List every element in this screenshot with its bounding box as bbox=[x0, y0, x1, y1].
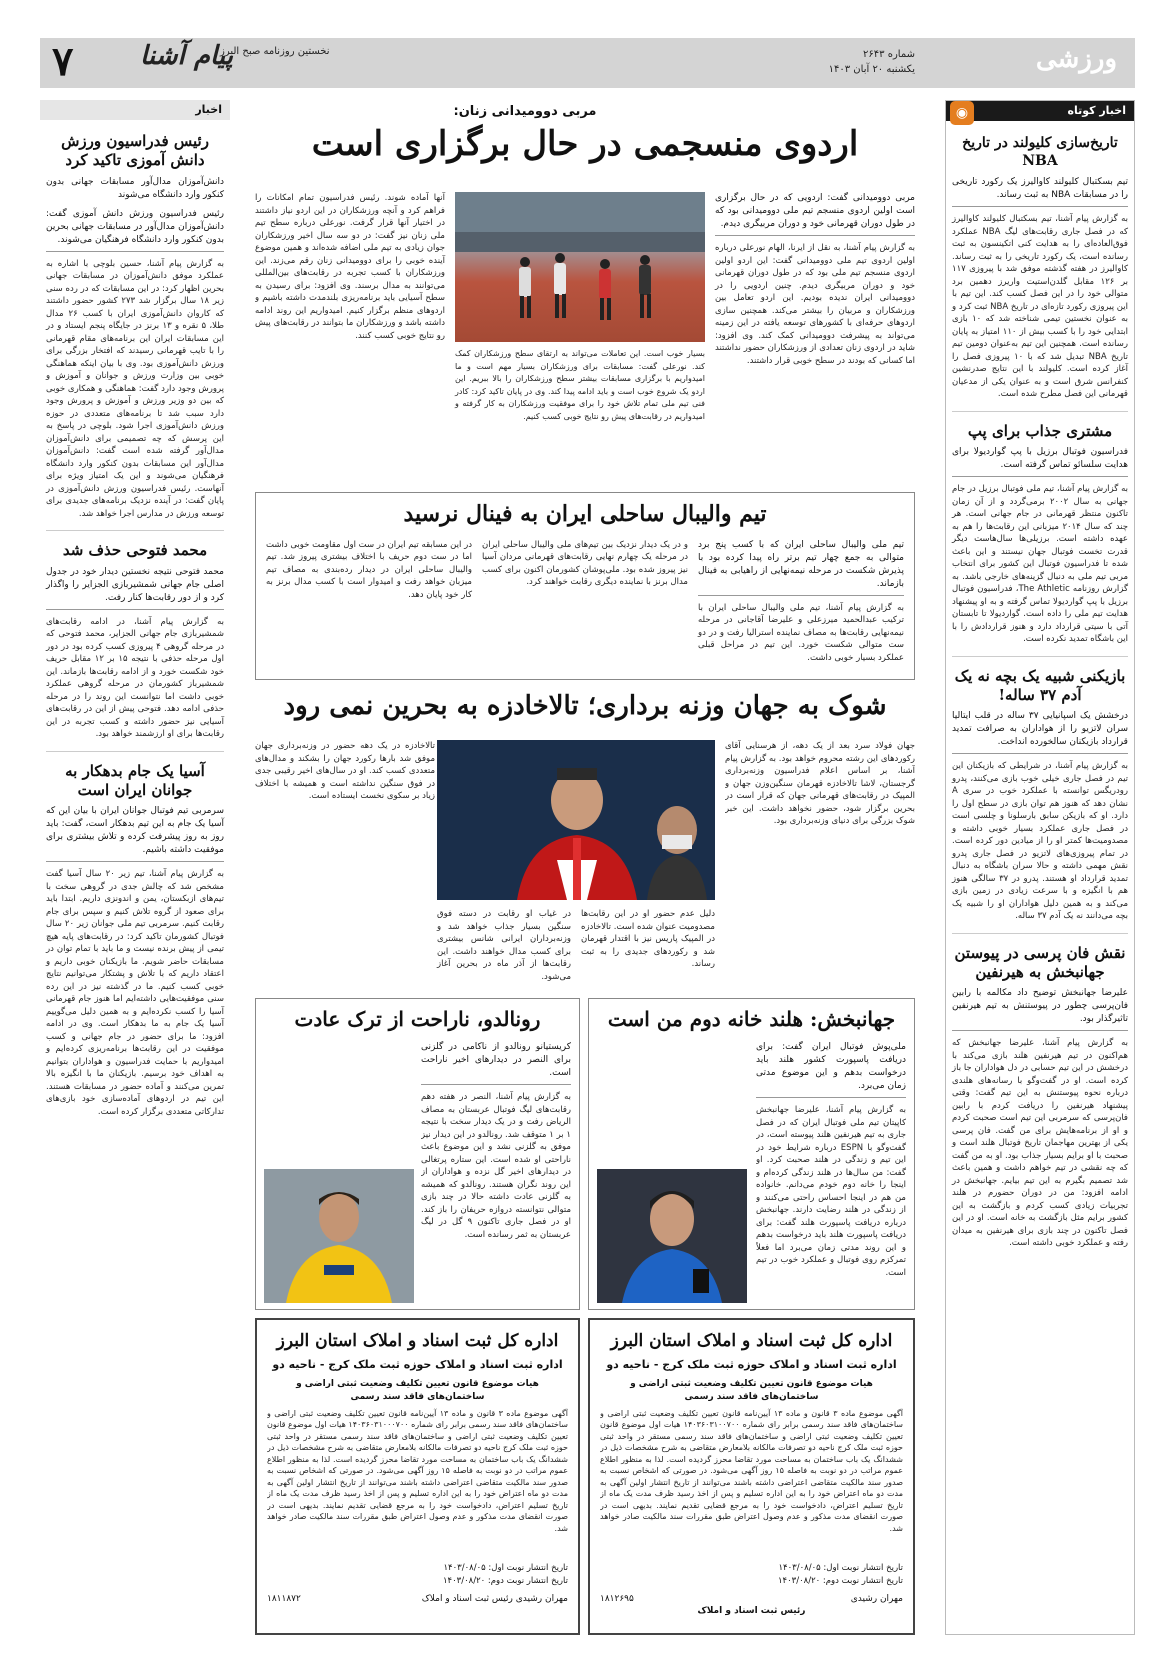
vanpersie-body: به گزارش پیام آشنا، علیرضا جهانبخش که هم‌اکنون در تیم هیرنفین هلند بازی می‌کند با درخشش در این تیم حسابی در دل هواداران جا باز کرده است. او در گفت‌وگو با رسانه‌های هلندی درباره نحوه پیوستنش به این تیم گفت: وقتی پیشنهاد هیرنفین را دریافت کردم با رابین فان‌پرسی که سرمربی این تیم است صحبت کردم و او از برنامه‌هایش برای من گفت. فان پرسی یکی از بهترین مهاجمان تاریخ فوتبال هلند است و صحبت با او برایم بسیار جذاب بود. او به من گفت که چه نقشی در تیم خواهم داشت و همین باعث شد تصمیم بگیرم به این تیم بیایم. جهانبخش در ادامه افزود: من در دوران حضورم در هلند تجربیات زیادی کسب کردم و بازگشت به این کشور برایم مثل بازگشت به خانه است. او در این فصل تاکنون در چند بازی برای هیرنفین به میدان رفته و عملکرد خوبی داشته است. bbox=[952, 1038, 1128, 1249]
youth-body: به گزارش پیام آشنا، تیم زیر ۲۰ سال آسیا گفت مشخص شد که چالش جدی در گروهی سخت با تیم‌های ازبکستان، یمن و اندونزی داریم. ابتدا باید برای صعود از گروه تلاش کنیم و سپس برای جام رقابت کنیم. سرمربی تیم ملی جوانان زیر ۲۰ سال فوتبال کشورمان تاکید کرد: در رقابت‌های پایه هیچ تیمی از پیش برنده نیست و ما باید با تمام توان در مسابقات حاضر شویم. ما بازیکنان خوبی داریم و اعتقاد داریم که با تلاش و پشتکار می‌توانیم نتایج خوبی کسب کنیم. ما در گذشته نیز در این رده سنی موفقیت‌هایی داشته‌ایم اما هنوز جام قهرمانی آسیا را کسب نکرده‌ایم و به همین دلیل می‌گوییم آسیا یک جام به ما بدهکار است. وی در ادامه افزود: ما برای حضور در جام جهانی و کسب موفقیت در این رقابت‌ها برنامه‌ریزی کرده‌ایم و امیدواریم با حمایت فدراسیون و هواداران بتوانیم به اهداف خود برسیم. بازیکنان ما با انگیزه بالا تمرین می‌کنند و آماده حضور در مسابقات هستند. این تیم در اردوهای آماده‌سازی خود بازی‌های تدارکاتی متعددی برگزار کرده است. bbox=[46, 869, 224, 1117]
youth-lead: سرمربی تیم فوتبال جوانان ایران با بیان این که آسیا یک جام به این تیم بدهکار است، گفت: باید روز به روز پیشرفت کرده و تلاش بیشتری برای موفقیت داشته باشیم. bbox=[46, 805, 224, 862]
ronaldo-story bbox=[255, 998, 580, 1310]
school-sport-body: به گزارش پیام آشنا، حسین بلوچی با اشاره به عملکرد موفق دانش‌آموزان در مسابقات جهانی بحرین اظهار کرد: در این مسابقات که در رده سنی زیر ۱۸ سال برگزار شد ۲۷۳ کشور حضور داشتند که کاروان دانش‌آموزی ایران با کسب ۲۶ مدال طلا، ۵ نقره و ۱۳ برنز در جایگاه پنجم ایستاد و در این مسابقات ایران این برنامه‌های مقام قهرمانی را با تایب قهرمانی رسیدند که افتخار بزرگی برای ورزش دانش‌آموزی بود. وی با بیان اینکه هماهنگی خوبی بین وزارت ورزش و جوانان و آموزش و پرورش وجود دارد گفت: هماهنگی و همکاری خوبی که بین دو وزیر ورزش و آموزش و پرورش وجود دارد سبب شد تا برنامه‌های متعددی در حوزه ورزش دانش‌آموزی اجرا شود. بلوچی در پاسخ به این پرسش که چه تصمیمی برای دانش‌آموزان مدال‌آور گرفته شده است گفت: دانش‌آموزان مدال‌آور این مسابقات بدون کنکور وارد دانشگاه فرهنگیان می‌شوند و این یک امتیاز ویژه برای آنهاست. رئیس فدراسیون ورزش دانش‌آموزی در پایان گفت: در آینده نزدیک برنامه‌های جدیدی برای توسعه ورزش در مدارس اجرا خواهد شد. bbox=[46, 258, 224, 519]
ad-body: آگهی موضوع ماده ۳ قانون و ماده ۱۳ آیین‌نامه قانون تعیین تکلیف وضعیت ثبتی اراضی و ساختمان‌های فاقد سند رسمی برابر رای شماره ۱۴۰۳۶۰۳۱۰۰۰۷۰۰ هیات اول موضوع قانون تعیین تکلیف وضعیت ثبتی اراضی و ساختمان‌های فاقد سند رسمی مستقر در واحد ثبتی حوزه ثبت ملک کرج ناحیه دو تصرفات مالکانه بلامعارض متقاضی به شرح مشخصات ذیل در ششدانگ یک باب ساختمان به مساحت مورد تقاضا محرز گردیده است. لذا به منظور اطلاع عموم مراتب در دو نوبت به فاصله ۱۵ روز آگهی می‌شود. در صورتی که اشخاص نسبت به صدور سند مالکیت متقاضی اعتراضی داشته باشند می‌توانند از تاریخ انتشار اولین آگهی به مدت دو ماه اعتراض خود را به این اداره تسلیم و پس از اخذ رسید ظرف مدت یک ماه از تاریخ تسلیم اعتراض، دادخواست خود را به مرجع قضایی تقدیم نمایند. بدیهی است در صورت انقضای مدت مذکور و عدم وصول اعتراض طبق مقررات سند مالکیت صادر خواهد شد. bbox=[267, 1408, 568, 1533]
ronaldo-body: به گزارش پیام آشنا، النصر در هفته دهم رقابت‌های لیگ فوتبال عربستان به مصاف الریاض رفت و در یک دیدار سخت با نتیجه ۱ بر ۱ متوقف شد. رونالدو در این دیدار نیز موفق به گلزنی نشد و این موضوع باعث ناراحتی او شده است. این ستاره پرتغالی در دیدارهای اخیر گل نزده و هواداران از این روند نگران هستند. رونالدو که همیشه به گلزنی عادت داشته حالا در چند بازی متوالی نتوانسته دروازه حریفان را باز کند. او در فصل جاری تاکنون ۹ گل در لیگ عربستان به ثمر رسانده است. bbox=[421, 1092, 571, 1240]
jahanbakhsh-headline: جهانبخش: هلند خانه دوم من است bbox=[607, 1007, 896, 1031]
registry-ad-left bbox=[255, 1318, 580, 1635]
issue-number: شماره ۲۶۴۳ bbox=[863, 49, 915, 60]
section-title: ورزشی bbox=[1035, 44, 1117, 74]
weightlifter-illustration bbox=[437, 740, 715, 900]
news-column bbox=[40, 100, 230, 1635]
jahanbakhsh-illustration bbox=[597, 1169, 747, 1303]
ad-signature: مهران رشیدی رئیس ثبت اسناد و املاک bbox=[421, 1593, 568, 1604]
top-story-body-1: به گزارش پیام آشنا، به نقل از ایرنا، الهام نورعلی درباره اولین اردوی تیم ملی دوومیدانی گفت: این اردو اولین اردوی منسجم تیم ملی بود که در طول دوران قهرمانی خود و دوران مربیگری دیدم. چنین اردویی را در دوومیدانی ایران ندیده بودیم. این اردو تعامل بین ورزشکاران و مربیان را بیشتر می‌کند. همچنین سازی اردوهای حرفه‌ای با کشورهای توسعه یافته در این زمینه می‌تواند به پیشرفت دوومیدانی کمک کند. وی افزود: شاید در اردوی زنان تعدادی از ورزشکاران حضور نداشتند اما کسانی که بودند در سطح خوبی قرار داشتند. bbox=[715, 243, 915, 366]
runners-illustration bbox=[455, 192, 705, 342]
page-header bbox=[40, 38, 1135, 88]
divider bbox=[952, 411, 1128, 412]
ad-code: ۱۸۱۱۸۷۲ bbox=[267, 1593, 301, 1604]
volleyball-story bbox=[255, 492, 915, 680]
volleyball-headline: تیم والیبال ساحلی ایران به فینال نرسید bbox=[403, 501, 767, 527]
vanpersie-headline: نقش فان پرسی در پیوستن جهانبخش به هیرنفین bbox=[954, 943, 1126, 981]
jahanbakhsh-body: به گزارش پیام آشنا، علیرضا جهانبخش کاپیتان تیم ملی فوتبال ایران که در فصل جاری به تیم هیرنفین هلند پیوسته است، در گفت‌وگو با ESPN درباره شرایط خود در این تیم و زندگی در هلند صحبت کرد. او گفت: من سال‌ها در هلند زندگی کرده‌ام و اینجا را خانه دوم خودم می‌دانم. خانواده من هم در اینجا احساس راحتی می‌کنند و از زندگی در هلند رضایت دارند. جهانبخش درباره دریافت پاسپورت هلند گفت: برای دریافت پاسپورت هلند باید درخواست بدهم و این روند مدتی زمان می‌برد اما فعلاً تمرکزم روی فوتبال و عملکرد خوب در تیم است. bbox=[756, 1105, 906, 1278]
ad-date-1: تاریخ انتشار نوبت اول: ۱۴۰۳/۰۸/۰۵ bbox=[778, 1562, 903, 1573]
volleyball-body-3: در این مسابقه تیم ایران در ست اول مقاومت خوبی داشت اما در ست دوم حریف با اختلاف بیشتری پیروز شد. تیم والیبال ساحلی ایران در دیدار رده‌بندی به مصاف تیم میزبان خواهد رفت و امیدوار است با کسب مدال برنز به کار خود پایان دهد. bbox=[266, 539, 472, 600]
short-news-column bbox=[945, 100, 1135, 1635]
ad-subtitle: اداره ثبت اسناد و املاک حوزه ثبت ملک کرج - ناحیه دو bbox=[272, 1357, 563, 1371]
ad-signature-title: رئیس ثبت اسناد و املاک bbox=[697, 1605, 806, 1616]
short-news-tag bbox=[946, 101, 1134, 121]
weightlifting-story bbox=[255, 690, 915, 990]
fotouhi-body: به گزارش پیام آشنا، در ادامه رقابت‌های شمشیربازی جام جهانی الجزایر، محمد فتوحی که در مرحله گروهی ۴ پیروزی کسب کرده بود در دور اول مرحله حذفی با نتیجه ۱۵ بر ۱۲ مقابل حریف خود شکست خورد و از ادامه رقابت‌ها بازماند. این شمشیرباز کشورمان در مرحله گروهی عملکرد خوبی داشت اما نتوانست این روند را در مرحله حذفی ادامه دهد. فتوحی پیش از این در رقابت‌های آسیایی نیز حضور داشته و کسب تجربه در این رقابت‌ها برای او ارزشمند خواهد بود. bbox=[46, 616, 224, 740]
fotouhi-lead: محمد فتوحی نتیجه نخستین دیدار خود در جدول اصلی جام جهانی شمشیربازی الجزایر را واگذار کرد و از دور رقابت‌ها کنار رفت. bbox=[46, 566, 224, 610]
ad-title: اداره کل ثبت اسناد و املاک استان البرز bbox=[276, 1331, 559, 1351]
volleyball-body-1: به گزارش پیام آشنا، تیم ملی والیبال ساحلی ایران با ترکیب عبدالحمید میرزعلی و علیرضا آقاجانی در مرحله نیمه‌نهایی رقابت‌ها به مصاف نماینده استرالیا رفت و در دو ست متوالی شکست خورد. این تیم در مراحل قبلی عملکرد بسیار خوبی داشت. bbox=[698, 602, 904, 663]
short-news-tag-label: اخبار کوتاه bbox=[1067, 104, 1126, 117]
divider bbox=[952, 933, 1128, 934]
weightlifting-body-3: دلیل عدم حضور او در این رقابت‌ها مصدومیت عنوان شده است. تالاخادزه در المپیک پاریس نیز با اقتدار قهرمان شد و رکوردهای جدیدی را به ثبت رساند. bbox=[581, 909, 715, 969]
pep-lead: فدراسیون فوتبال برزیل با پپ گواردیولا برای هدایت سلسائو تماس گرفته است. bbox=[952, 446, 1128, 477]
divider bbox=[952, 656, 1128, 657]
pep-body: به گزارش پیام آشنا، تیم ملی فوتبال برزیل در جام جهانی به سال ۲۰۰۲ برمی‌گردد و از آن زمان تاکنون منتظر قهرمانی در جام جهانی است. هر چند که سال ۲۰۱۴ میزبانی این رقابت‌ها را هم به عهده داشته است. برزیلی‌ها سال‌هاست دیگر قدرت تخست فوتبال جهان نیستند و این باعث شده تا فدراسیون فوتبال این کشور برای انتخاب مربی تیم ملی به دنبال گزینه‌های خارجی باشد. به گزارش روزنامه The Athletic، فدراسیون فوتبال برزیل با پپ گواردیولا تماس گرفته و به او پیشنهاد هدایت تیم ملی را داده است. گواردیولا تا تابستان آتی با سیتی قرارداد دارد و هنوز قراردادش را با این باشگاه تمدید نکرده است. bbox=[952, 484, 1129, 645]
pedro-body: به گزارش پیام آشنا، در شرایطی که بازیکنان این تیم در فصل جاری خیلی خوب بازی می‌کنند، پدرو رودریگس توانسته با عملکرد خوب در سری A نشان دهد که هنوز هم توان بازی در سطح اول را دارد. او که بازیکن سابق بارسلونا و چلسی است در فصل جاری عملکرد بسیار خوبی داشته و مصدومیت‌ها کمتر او را از میادین دور کرده است. در تمام پیروزی‌های لاتزیو در فصل جاری پدرو نقش مهمی داشته و حالا سران باشگاه به دنبال تمدید قرارداد او هستند. پدرو در ۳۷ سالگی هنوز هم با انگیزه و با سرعت زیادی در زمین بازی می‌کند و به همین دلیل هواداران او را شبیه یک بچه می‌دانند نه یک آدم ۳۷ ساله. bbox=[952, 761, 1129, 922]
page-number: ۷ bbox=[52, 38, 74, 85]
school-sport-lead: رئیس فدراسیون ورزش دانش آموزی گفت: دانش‌آموزان مدال‌آور در مسابقات جهانی بحرین بدون کنکور وارد دانشگاه فرهنگیان می‌شوند. bbox=[46, 208, 224, 252]
ronaldo-lead: کریستیانو رونالدو از ناکامی در گلزنی برای النصر در دیدارهای اخیر ناراحت است. bbox=[421, 1041, 571, 1085]
nba-headline: تاریخ‌سازی کلیولند در تاریخ NBA bbox=[962, 135, 1118, 169]
ad-signature: مهران رشیدی bbox=[850, 1593, 903, 1604]
volleyball-body-2: و در یک دیدار نزدیک بین تیم‌های ملی والیبال ساحلی ایران در مرحله یک چهارم نهایی رقابت‌های قهرمانی مردان آسیا نیز پیروز شده بود. ملی‌پوشان کشورمان اکنون برای کسب مدال برنز با نماینده دیگری رقابت خواهند کرد. bbox=[482, 539, 688, 587]
ad-heading: هیات موضوع قانون تعیین تکلیف وضعیت ثبتی اراضی و ساختمان‌های فاقد سند رسمی bbox=[630, 1378, 873, 1402]
vanpersie-lead: علیرضا جهانبخش توضیح داد مکالمه با رابین فان‌پرسی چطور در پیوستنش به تیم هیرنفین تاثیرگذار بود. bbox=[952, 987, 1128, 1031]
divider bbox=[46, 530, 224, 531]
rss-icon: ◉ bbox=[950, 101, 974, 125]
issue-info bbox=[829, 47, 915, 77]
top-story-headline: اردوی منسجمی در حال برگزاری است bbox=[311, 124, 859, 164]
top-story bbox=[255, 104, 915, 482]
weightlifter-photo bbox=[437, 740, 715, 900]
ad-title: اداره کل ثبت اسناد و املاک استان البرز bbox=[610, 1331, 893, 1351]
ad-code: ۱۸۱۲۶۹۵ bbox=[600, 1593, 634, 1604]
ronaldo-headline: رونالدو، ناراحت از ترک عادت bbox=[294, 1007, 541, 1031]
weightlifting-body-4: در غیاب او رقابت در دسته فوق سنگین بسیار جذاب خواهد شد و وزنه‌برداران ایرانی شانس بیشتری برای کسب مدال خواهند داشت. این رقابت‌ها از آذر ماه در بحرین آغاز می‌شود. bbox=[437, 909, 571, 982]
pep-headline: مشتری جذاب برای پپ bbox=[967, 421, 1113, 440]
ad-subtitle: اداره ثبت اسناد و املاک حوزه ثبت ملک کرج - ناحیه دو bbox=[606, 1357, 897, 1371]
pedro-lead: درخشش یک اسپانیایی ۳۷ ساله در قلب ایتالیا سران لاتزیو را از هواداران به صرافت تمدید قرارداد بازیکنان سالخورده انداخت. bbox=[952, 710, 1128, 754]
top-story-kicker: مربی دوومیدانی زنان: bbox=[453, 104, 597, 119]
ad-date-1: تاریخ انتشار نوبت اول: ۱۴۰۳/۰۸/۰۵ bbox=[443, 1562, 568, 1573]
jahanbakhsh-lead: ملی‌پوش فوتبال ایران گفت: برای دریافت پاسپورت کشور هلند باید درخواست بدهم و این موضوع مدتی زمان می‌برد. bbox=[756, 1041, 906, 1098]
top-story-body-2: بسیار خوب است. این تعاملات می‌تواند به ارتقای سطح ورزشکاران کمک کند. نورعلی گفت: مسابقات برای ورزشکاران بسیار مهم است و ما امیدواریم با برگزاری مسابقات بیشتر سطح ورزشکاران را بالا ببریم. این اردو یک شروع خوب است و باید ادامه پیدا کند. وی در پایان تاکید کرد: کادر فنی تیم ملی تمام تلاش خود را برای موفقیت ورزشکاران به کار گرفته و امیدواریم در رقابت‌های پیش رو نتایج خوبی کسب کنیم. bbox=[455, 349, 705, 421]
runners-photo bbox=[455, 192, 705, 342]
weightlifting-headline: شوک به جهان وزنه برداری؛ تالاخادزه به بحرین نمی رود bbox=[283, 691, 887, 721]
fotouhi-headline: محمد فتوحی حذف شد bbox=[62, 541, 208, 559]
registry-ad-right bbox=[588, 1318, 915, 1635]
ad-date-2: تاریخ انتشار نوبت دوم: ۱۴۰۳/۰۸/۲۰ bbox=[442, 1575, 568, 1586]
ad-body: آگهی موضوع ماده ۳ قانون و ماده ۱۳ آیین‌نامه قانون تعیین تکلیف وضعیت ثبتی اراضی و ساختمان‌های فاقد سند رسمی برابر رای شماره ۱۴۰۳۶۰۳۱۰۰۷۰۰ هیات اول موضوع قانون تعیین تکلیف وضعیت ثبتی اراضی و ساختمان‌های فاقد سند رسمی مستقر در واحد ثبتی حوزه ثبت ملک کرج ناحیه دو تصرفات مالکانه بلامعارض متقاضی به شرح مشخصات ذیل در ششدانگ یک باب ساختمان به مساحت مورد تقاضا محرز گردیده است. لذا به منظور اطلاع عموم مراتب در دو نوبت به فاصله ۱۵ روز آگهی می‌شود. در صورتی که اشخاص نسبت به صدور سند مالکیت متقاضی اعتراضی داشته باشند می‌توانند از تاریخ انتشار اولین آگهی به مدت دو ماه اعتراض خود را به این اداره تسلیم و پس از اخذ رسید ظرف مدت یک ماه از تاریخ تسلیم اعتراض، دادخواست خود را به مرجع قضایی تقدیم نمایند. بدیهی است در صورت انقضای مدت مذکور و عدم وصول اعتراض طبق مقررات سند مالکیت صادر خواهد شد. bbox=[600, 1408, 903, 1533]
school-sport-headline: رئیس فدراسیون ورزش دانش آموزی تاکید کرد bbox=[61, 132, 209, 169]
school-sport-kicker: دانش‌آموزان مدال‌آور مسابقات جهانی بدون کنکور وارد دانشگاه می‌شوند bbox=[46, 176, 224, 200]
ronaldo-illustration bbox=[264, 1169, 414, 1303]
newspaper-tagline: نخستین روزنامه صبح البرز bbox=[220, 46, 330, 57]
divider bbox=[46, 751, 224, 752]
weightlifting-body-2: تالاخادزه در یک دهه حضور در وزنه‌برداری جهان موفق شد بارها رکورد جهان را بشکند و مدال‌های متعددی کسب کند. او در سال‌های اخیر رقیبی جدی در فوق سنگین نداشته است و همیشه با اختلاف زیاد بر سکوی نخست ایستاده است. bbox=[255, 741, 435, 801]
newspaper-logo: پیام آشنا bbox=[140, 41, 233, 71]
top-story-lead: مربی دوومیدانی گفت: اردویی که در حال برگزاری است اولین اردوی منسجم تیم ملی دوومیدانی بود که در طول دوران قهرمانی خود و دوران مربیگری دیدم. bbox=[715, 192, 915, 236]
weightlifting-body-1: جهان فولاد سرد بعد از یک دهه، از هرسنایی آقای رکوردهای این رشته محروم خواهد بود. به گزارش پیام آشنا، بر اساس اعلام فدراسیون وزنه‌برداری گرجستان، لاشا تالاخادزه قهرمان سنگین‌وزن جهان و المپیک در رقابت‌های قهرمانی جهان که قرار است در بحرین برگزار شود، حضور نخواهد داشت. این خبر شوک بزرگی برای دنیای وزنه‌برداری بود. bbox=[725, 741, 915, 826]
jahanbakhsh-story bbox=[588, 998, 915, 1310]
jahanbakhsh-photo bbox=[597, 1169, 747, 1303]
pedro-headline: بازیکنی شبیه یک بچه نه یک آدم ۳۷ ساله! bbox=[954, 666, 1126, 704]
news-tag: اخبار bbox=[40, 100, 230, 120]
nba-body: به گزارش پیام آشنا، تیم بسکتبال کلیولند کاوالیرز که در فصل جاری رقابت‌های لیگ NBA عملکرد فوق‌العاده‌ای را به هدایت کنی اتکینسون به ثبت رسانده است، یک رکورد تاریخی را به ثبت رساند. کاوالیرز در هفته گذشته موفق شد با پیروزی ۱۱۷ بر ۱۲۶ مقابل گلدن‌استیت واریرز دهمین برد متوالی خود را در این فصل کسب کند. این تیم با این پیروزی رکورد تازه‌ای در تاریخ NBA ثبت کرد و به عنوان نخستین تیمی شناخته شد که ۱۰ بازی ابتدایی خود را با کسب بیش از ۱۱۰ امتیاز به پایان رسانده است. همچنین این تیم به‌عنوان دومین تیم تاریخ NBA تبدیل شد که با ۱۰ پیروزی فصل را آغاز کرده است. کلیولند با این نتایج صدرنشین کنفرانس شرق است و به عنوان یکی از مدعیان قهرمانی این فصل مطرح شده است. bbox=[952, 214, 1129, 399]
ad-heading: هیات موضوع قانون تعیین تکلیف وضعیت ثبتی اراضی و ساختمان‌های فاقد سند رسمی bbox=[296, 1378, 539, 1402]
nba-lead: تیم بسکتبال کلیولند کاوالیرز یک رکورد تاریخی را در مسابقات NBA به ثبت رساند. bbox=[952, 176, 1128, 207]
ad-date-2: تاریخ انتشار نوبت دوم: ۱۴۰۳/۰۸/۲۰ bbox=[777, 1575, 903, 1586]
youth-headline: آسیا یک جام بدهکار به جوانان ایران است bbox=[65, 761, 205, 799]
top-story-body-3: آنها آماده شوند. رئیس فدراسیون تمام امکانات را فراهم کرد و آنچه ورزشکاران در این اردو نیاز داشتند در اختیار آنها قرار گرفت. نورعلی درباره سطح تیم ملی زنان نیز گفت: در دو سه سال اخیر ورزشکاران جوان زیادی به تیم ملی اضافه شده‌اند و همین موضوع آینده خوبی را برای دوومیدانی زنان رقم می‌زند. این ورزشکاران با کسب تجربه در رقابت‌های بین‌المللی می‌توانند به مدال برسند. وی افزود: برای رسیدن به سطح آسیایی باید برنامه‌ریزی بلندمدت داشته باشیم و اردوهای منظم برگزار کنیم. امیدواریم این روند ادامه داشته باشد و ورزشکاران ما بتوانند در رقابت‌های پیش رو نتایج خوبی کسب کنند. bbox=[255, 193, 445, 341]
issue-date: یکشنبه ۲۰ آبان ۱۴۰۳ bbox=[828, 64, 915, 75]
volleyball-lead: تیم ملی والیبال ساحلی ایران که با کسب پنج برد متوالی به جمع چهار تیم برتر راه پیدا کرده بود با پذیرش شکست در مرحله نیمه‌نهایی از راهیابی به فینال بازماند. bbox=[698, 539, 904, 596]
ronaldo-photo bbox=[264, 1169, 414, 1303]
